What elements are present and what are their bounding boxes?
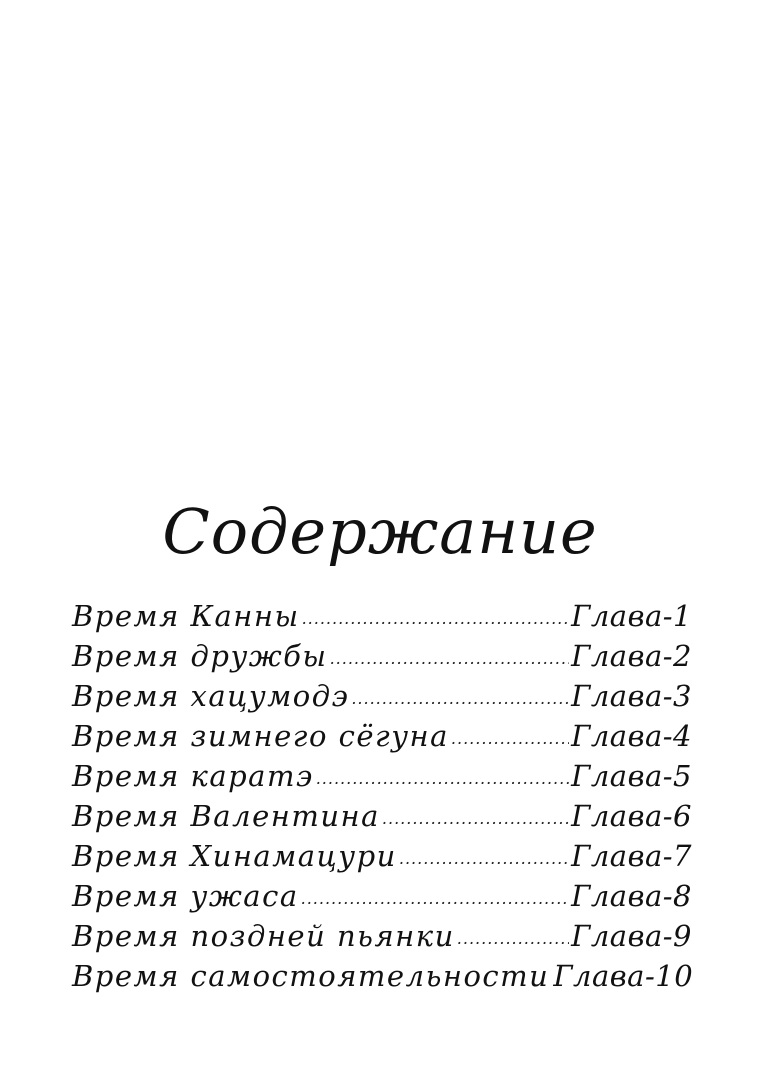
toc-entry-chapter: Глава-9	[571, 919, 692, 953]
toc-entry-chapter: Глава-7	[571, 839, 692, 873]
toc-entry-8[interactable]	[72, 876, 692, 916]
toc-entry-chapter: Глава-4	[571, 719, 692, 753]
toc-entry-label: Время Канны	[72, 599, 300, 633]
toc-leader-dots	[399, 839, 569, 879]
toc-entry-4[interactable]	[72, 716, 692, 756]
toc-leader-dots	[330, 639, 570, 679]
toc-entry-1[interactable]	[72, 596, 692, 636]
toc-leader-dots	[316, 759, 569, 799]
toc-leader-dots	[451, 719, 569, 759]
toc-entry-10[interactable]	[72, 956, 692, 996]
toc-entry-2[interactable]	[72, 636, 692, 676]
toc-leader-dots	[457, 919, 569, 959]
toc-entry-label: Время Валентина	[72, 799, 380, 833]
toc-entry-6[interactable]	[72, 796, 692, 836]
toc-entry-chapter: Глава-10	[553, 959, 694, 993]
toc-entry-chapter: Глава-6	[571, 799, 692, 833]
toc-entry-chapter: Глава-8	[571, 879, 692, 913]
toc-entry-9[interactable]	[72, 916, 692, 956]
toc-entry-chapter: Глава-2	[571, 639, 692, 673]
toc-entry-label: Время поздней пьянки	[72, 919, 455, 953]
toc-entry-label: Время ужаса	[72, 879, 299, 913]
toc-entry-label: Время хацумодэ	[72, 679, 350, 713]
page-title: Содержание	[162, 495, 598, 568]
toc-entry-5[interactable]	[72, 756, 692, 796]
toc-entry-chapter: Глава-5	[571, 759, 692, 793]
toc-leader-dots	[351, 679, 569, 719]
toc-entry-chapter: Глава-3	[571, 679, 692, 713]
toc-entry-label: Время самостоятельности	[72, 959, 550, 993]
toc-entry-chapter: Глава-1	[571, 599, 692, 633]
toc-entry-label: Время зимнего сёгуна	[72, 719, 449, 753]
toc-leader-dots	[301, 879, 570, 919]
toc-entry-label: Время Хинамацури	[72, 839, 397, 873]
toc-leader-dots	[302, 599, 570, 639]
toc-leader-dots	[382, 799, 569, 839]
toc-entry-label: Время каратэ	[72, 759, 314, 793]
toc-entry-7[interactable]	[72, 836, 692, 876]
toc-entry-label: Время дружбы	[72, 639, 328, 673]
table-of-contents	[72, 596, 692, 996]
toc-entry-3[interactable]	[72, 676, 692, 716]
